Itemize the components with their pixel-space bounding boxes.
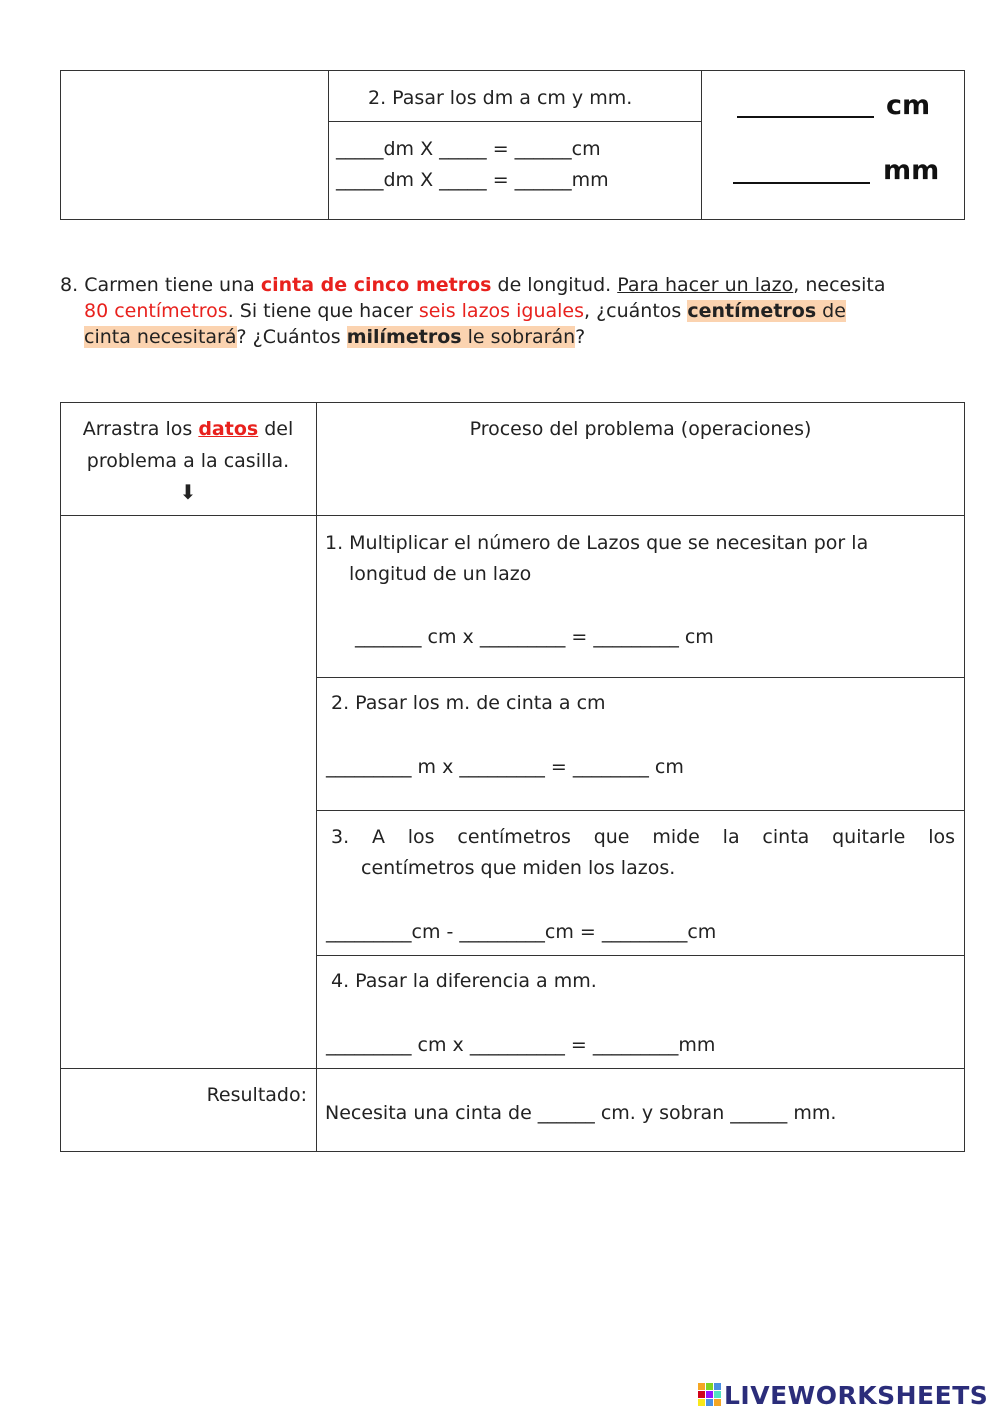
liveworksheets-brand: LIVEWORKSHEETS xyxy=(724,1380,989,1410)
problem-highlight-80cm: 80 centímetros xyxy=(84,300,228,322)
step3-divider xyxy=(316,955,965,956)
problem-text: Carmen tiene una xyxy=(84,274,261,296)
problem-text: . Si tiene que hacer xyxy=(227,300,419,322)
header-text: Arrastra los xyxy=(82,418,199,440)
problem-highlight-needed: cinta necesitará xyxy=(84,326,237,348)
step3-text: 3. A los centímetros que mide la cinta quitarle los xyxy=(331,826,955,848)
answer-mm-input[interactable] xyxy=(733,162,870,184)
problem-text: de longitud. xyxy=(491,274,618,296)
process-header-divider xyxy=(60,515,965,516)
step4-equation[interactable]: _________ cm x __________ = _________mm xyxy=(326,1034,716,1056)
liveworksheets-icon xyxy=(698,1383,722,1407)
top-step2-title: 2. Pasar los dm a cm y mm. xyxy=(368,87,633,109)
step3-text-2: centímetros que miden los lazos. xyxy=(361,857,676,879)
top-table-divider-2 xyxy=(701,70,702,220)
answer-cm-input[interactable] xyxy=(737,96,874,118)
step1-equation[interactable]: _______ cm x _________ = _________ cm xyxy=(355,626,714,648)
problem-highlight-left-over: le sobrarán xyxy=(461,326,576,348)
step1-text-2: longitud de un lazo xyxy=(349,563,532,585)
step1-divider xyxy=(316,677,965,678)
liveworksheets-logo xyxy=(698,1380,988,1410)
problem-highlight-six-bows: seis lazos iguales xyxy=(418,300,584,322)
data-drop-zone[interactable] xyxy=(62,517,314,1066)
problem-highlight-centimeters: centímetros xyxy=(687,300,817,322)
problem-text: ? xyxy=(575,326,586,348)
result-label: Resultado: xyxy=(206,1084,307,1106)
header-process-title: Proceso del problema (operaciones) xyxy=(469,418,812,440)
step1-text: 1. Multiplicar el número de Lazos que se necesitan por la xyxy=(325,532,869,554)
top-table-row-divider xyxy=(328,121,701,122)
answer-cm-unit: cm xyxy=(886,90,931,121)
problem-underline-lazo: Para hacer un lazo xyxy=(617,274,794,296)
step2-divider xyxy=(316,810,965,811)
problem-highlight-ribbon: cinta de cinco metros xyxy=(260,274,492,296)
answer-mm-unit: mm xyxy=(883,155,940,186)
top-data-drop-zone[interactable] xyxy=(62,72,326,218)
problem-highlight-millimeters: milímetros xyxy=(346,326,462,348)
step2-text: 2. Pasar los m. de cinta a cm xyxy=(331,692,606,714)
header-text: del xyxy=(258,418,294,440)
problem-text: ? ¿Cuántos xyxy=(236,326,347,348)
step4-text: 4. Pasar la diferencia a mm. xyxy=(331,970,597,992)
top-eq-dm-mm: _____dm X _____ = ______mm xyxy=(336,169,609,191)
header-drag-instructions xyxy=(60,414,316,445)
problem-text: , necesita xyxy=(793,274,886,296)
problem-text: , ¿cuántos xyxy=(584,300,688,322)
problem-line-3 xyxy=(84,322,585,353)
result-divider xyxy=(60,1068,965,1069)
problem-number: 8. xyxy=(60,274,79,296)
down-arrow-icon: ⬇ xyxy=(179,480,197,504)
header-drag-instructions-2: problema a la casilla. xyxy=(86,450,290,472)
step3-equation[interactable]: _________cm - _________cm = _________cm xyxy=(326,921,717,943)
header-datos: datos xyxy=(198,418,259,440)
result-sentence[interactable]: Necesita una cinta de ______ cm. y sobran ______ mm. xyxy=(325,1102,837,1124)
step2-equation[interactable]: _________ m x _________ = ________ cm xyxy=(326,756,684,778)
top-table-divider-1 xyxy=(328,70,329,220)
problem-highlight-de: de xyxy=(816,300,846,322)
top-eq-dm-cm: _____dm X _____ = ______cm xyxy=(336,138,601,160)
